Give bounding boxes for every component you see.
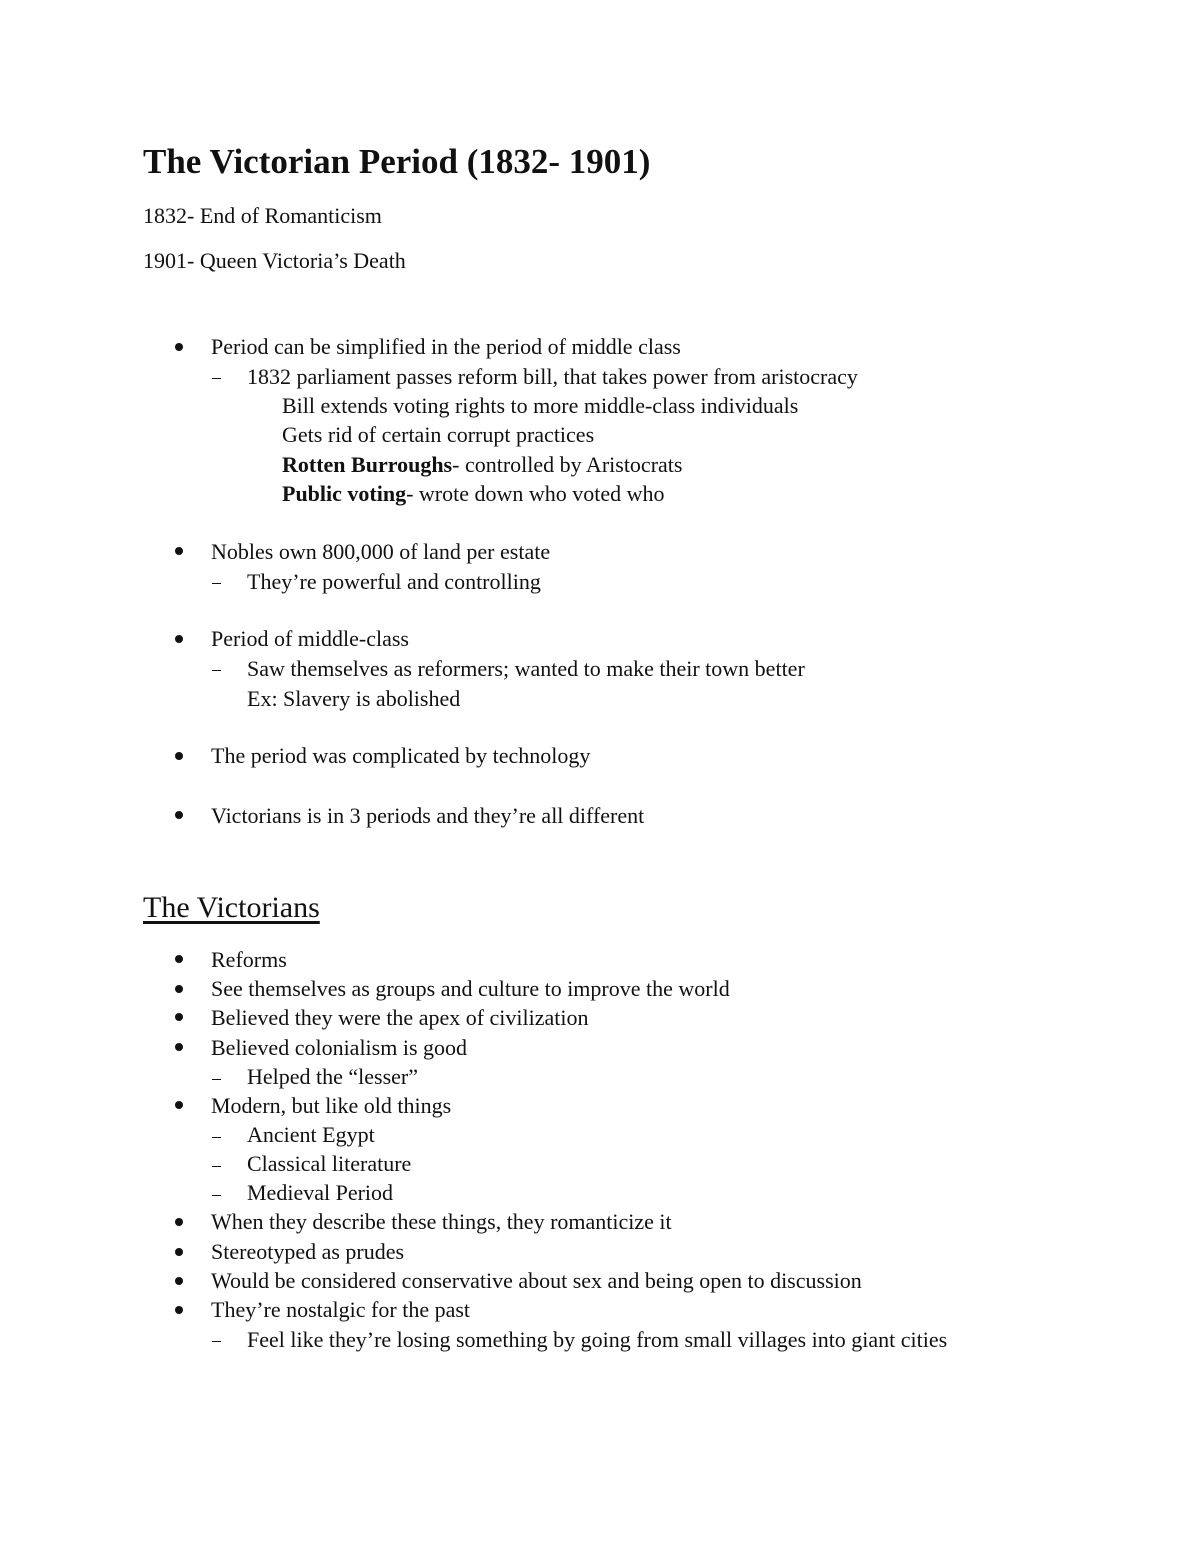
sub-list-item: Ancient Egypt [247,1122,375,1147]
list-item: Stereotyped as prudes [211,1239,405,1264]
bullet-icon [175,1013,183,1021]
bullet-icon [175,547,183,555]
list-item: Reforms [211,947,287,972]
list-item: They’re nostalgic for the past [211,1297,471,1322]
detail-line: Gets rid of certain corrupt practices [282,422,595,447]
detail-line: Bill extends voting rights to more middle-class individuals [282,393,799,418]
bullet-icon [175,1043,183,1051]
date-line-end: 1901- Queen Victoria’s Death [143,248,406,273]
list-item: Believed colonialism is good [211,1035,468,1060]
bullet-icon [175,1277,183,1285]
term-description: - controlled by Aristocrats [452,452,683,477]
bullet-icon [175,1101,183,1109]
dash-icon [212,1195,221,1196]
detail-line-public-voting [282,483,665,505]
bullet-icon [175,1248,183,1256]
list-item: Would be considered conservative about sex and being open to discussion [211,1268,862,1293]
date-line-start: 1832- End of Romanticism [143,203,382,228]
list-item: When they describe these things, they romanticize it [211,1209,672,1234]
bullet-icon [175,635,183,643]
dash-icon [212,1079,221,1080]
bullet-icon [175,811,183,819]
dash-icon [212,1137,221,1138]
dash-icon [212,583,221,584]
list-item: Nobles own 800,000 of land per estate [211,539,551,564]
list-item: The period was complicated by technology [211,743,591,768]
bullet-icon [175,955,183,963]
bullet-icon [175,1218,183,1226]
bullet-icon [175,985,183,993]
dash-icon [212,1166,221,1167]
detail-line-rotten-burroughs [282,454,682,476]
term-description: - wrote down who voted who [406,481,665,506]
term-rotten-burroughs: Rotten Burroughs [282,452,453,477]
bullet-icon [175,343,183,351]
list-item: Modern, but like old things [211,1093,452,1118]
sub-list-item: Medieval Period [247,1180,394,1205]
sub-list-item: Helped the “lesser” [247,1064,419,1089]
term-public-voting: Public voting [282,481,407,506]
list-item: Period can be simplified in the period of middle class [211,334,681,359]
bullet-icon [175,1306,183,1314]
section-heading: The Victorians [143,891,320,924]
list-item: Believed they were the apex of civilization [211,1005,589,1030]
dash-icon [212,670,221,671]
dash-icon [212,378,221,379]
dash-icon [212,1341,221,1342]
list-item: See themselves as groups and culture to improve the world [211,976,730,1001]
sub-list-item: They’re powerful and controlling [247,569,541,594]
sub-list-item: Classical literature [247,1151,412,1176]
list-item: Period of middle-class [211,626,409,651]
sub-list-continuation: Ex: Slavery is abolished [247,686,461,711]
list-item: Victorians is in 3 periods and they’re all different [211,803,645,828]
sub-list-item: 1832 parliament passes reform bill, that takes power from aristocracy [247,364,858,389]
sub-list-item: Feel like they’re losing something by going from small villages into giant cities [247,1327,948,1352]
page-title: The Victorian Period (1832- 1901) [143,142,651,181]
sub-list-item: Saw themselves as reformers; wanted to make their town better [247,656,805,681]
bullet-icon [175,752,183,760]
